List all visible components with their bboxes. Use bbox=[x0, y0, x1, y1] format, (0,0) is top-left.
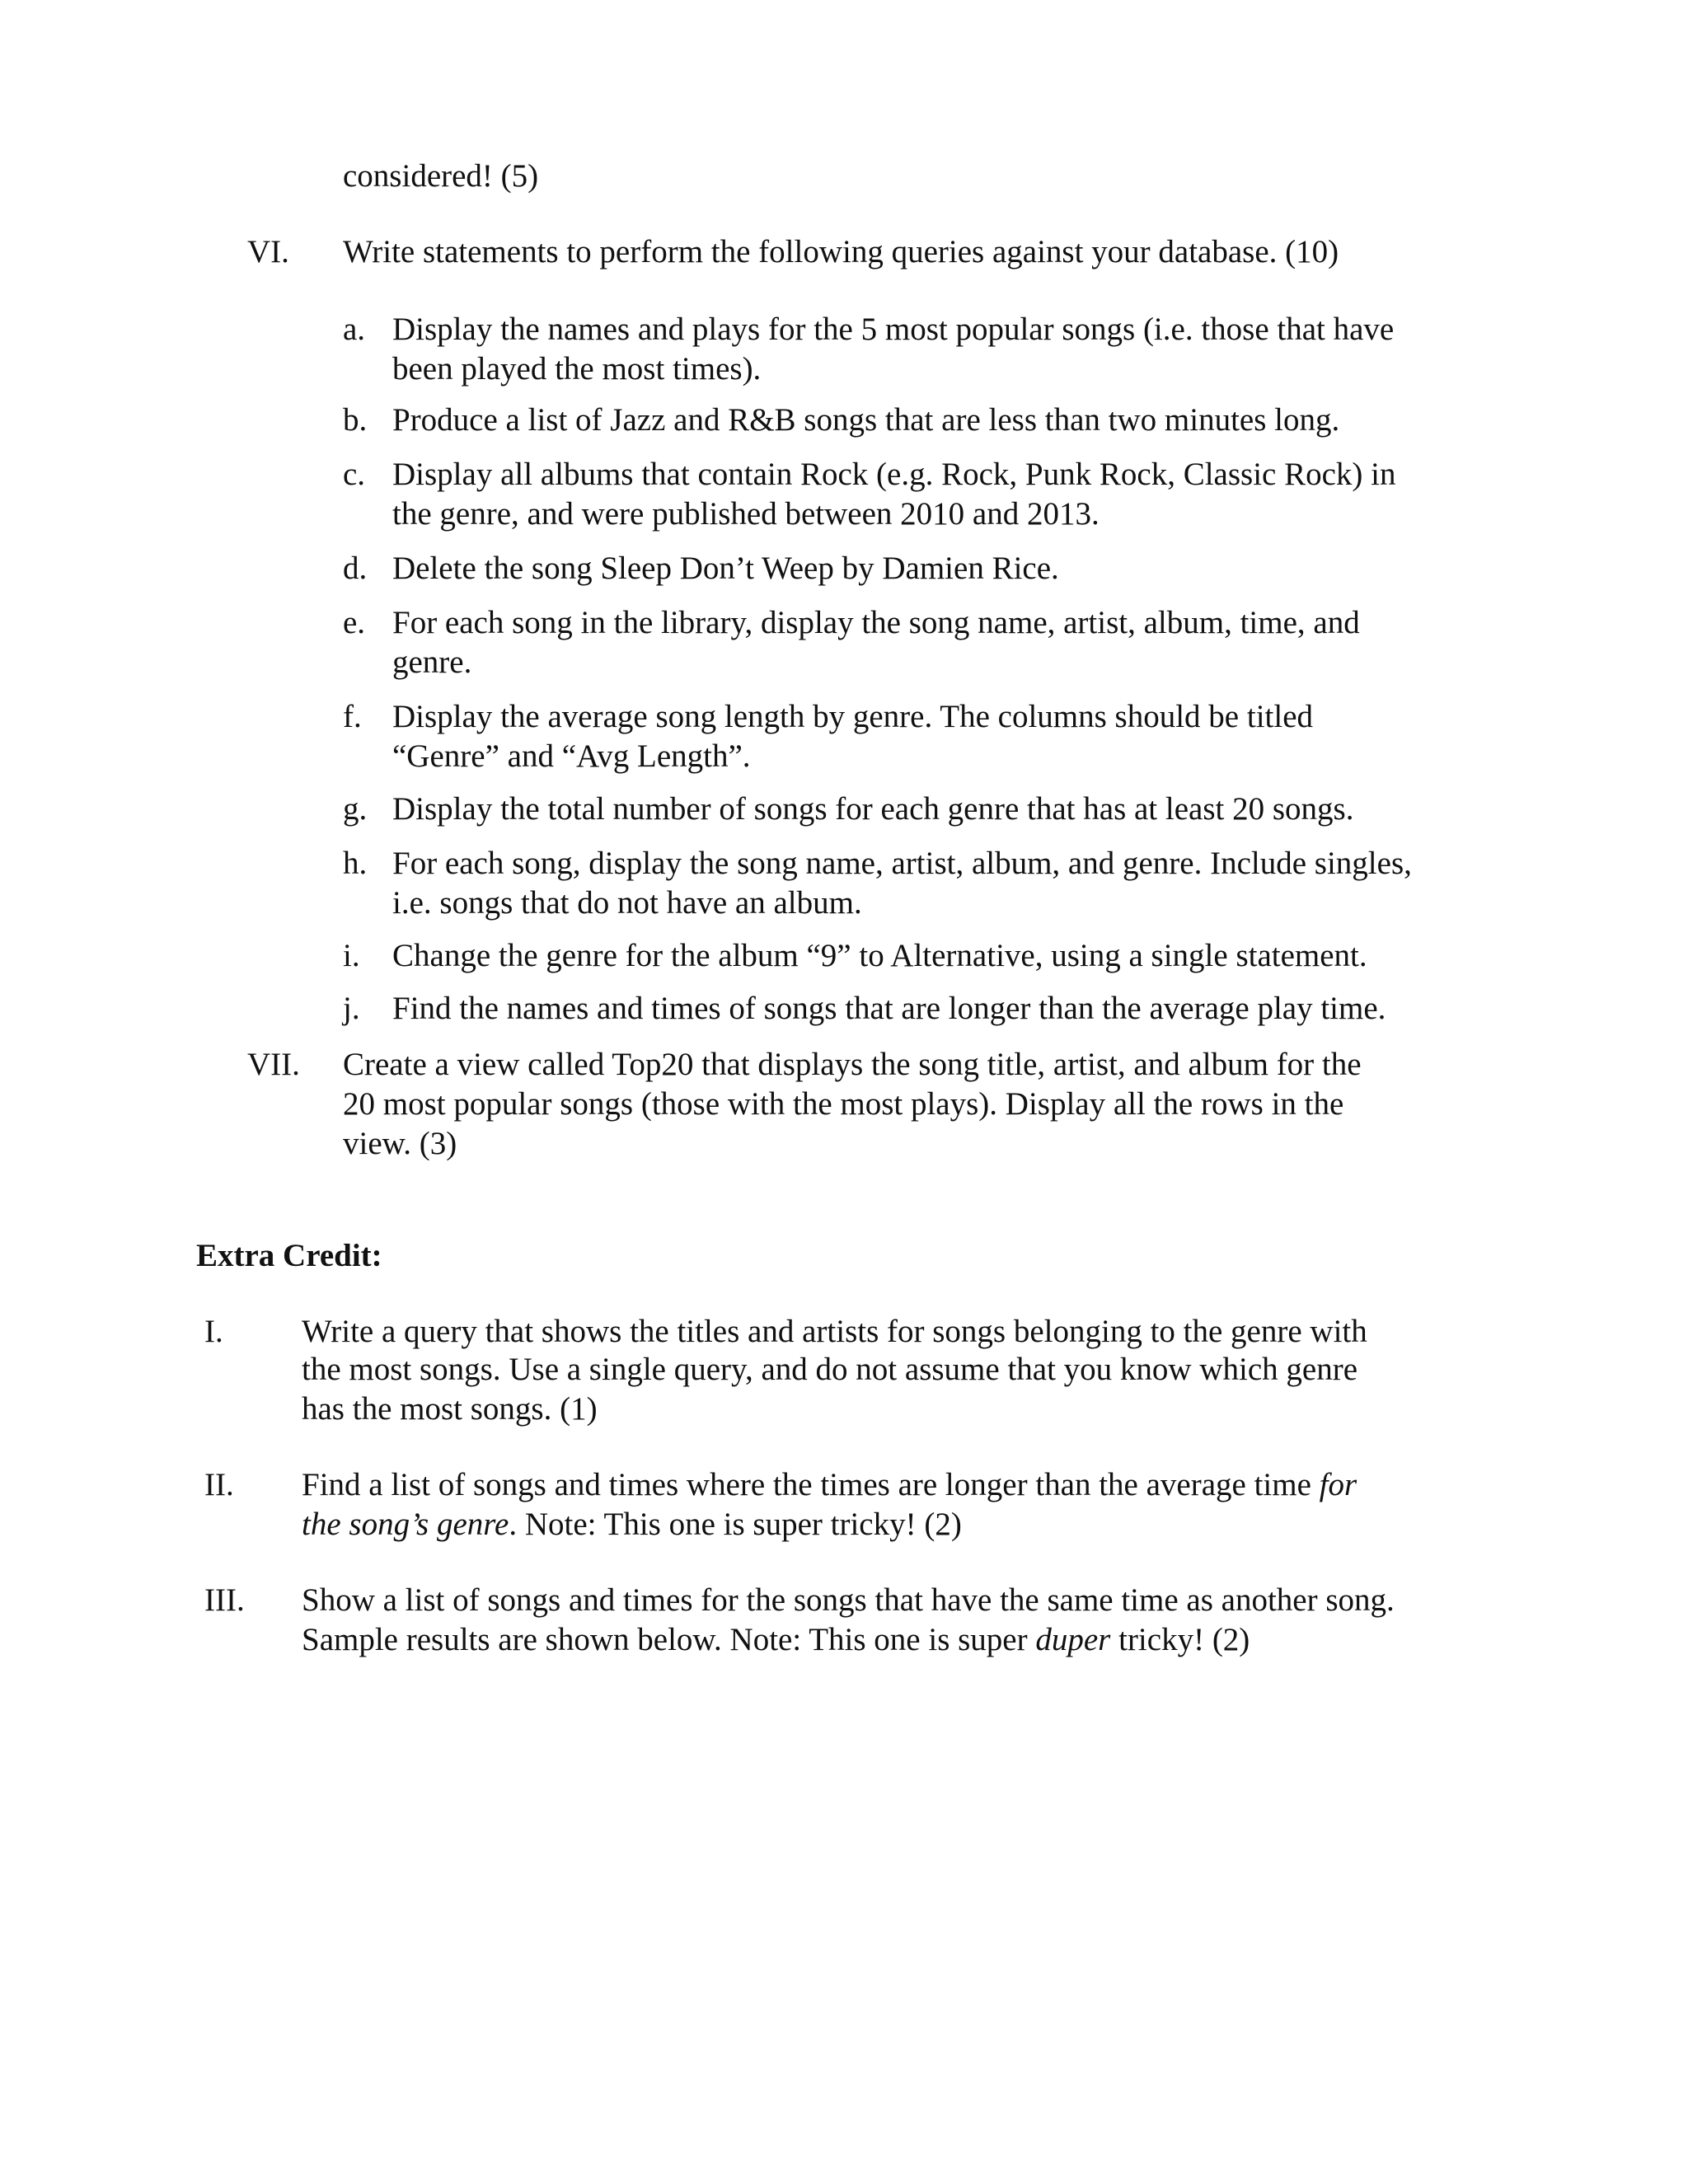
item-a-letter: a. bbox=[343, 312, 366, 347]
extra-credit-iii-line2-text: Sample results are shown below. Note: This one is super bbox=[302, 1622, 1036, 1657]
item-b-letter: b. bbox=[343, 402, 368, 438]
extra-credit-i-line2: the most songs. Use a single query, and do not assume that you know which genre bbox=[302, 1352, 1358, 1387]
item-f-letter: f. bbox=[343, 699, 362, 734]
section-vii-line2: 20 most popular songs (those with the most plays). Display all the rows in the bbox=[343, 1086, 1344, 1122]
item-f-line2: “Genre” and “Avg Length”. bbox=[392, 738, 751, 774]
item-c-line2: the genre, and were published between 2010 and 2013. bbox=[392, 496, 1100, 532]
item-g-line1: Display the total number of songs for each genre that has at least 20 songs. bbox=[392, 791, 1354, 827]
item-d-line1: Delete the song Sleep Don’t Weep by Damien Rice. bbox=[392, 551, 1059, 586]
item-h-line1: For each song, display the song name, artist, album, and genre. Include singles, bbox=[392, 846, 1412, 881]
item-e-letter: e. bbox=[343, 605, 366, 640]
item-c-line1: Display all albums that contain Rock (e.g. Rock, Punk Rock, Classic Rock) in bbox=[392, 457, 1396, 492]
section-vi-numeral: VI. bbox=[247, 234, 289, 269]
item-f-line1: Display the average song length by genre. The columns should be titled bbox=[392, 699, 1314, 734]
item-d-letter: d. bbox=[343, 551, 368, 586]
item-j-letter: j. bbox=[343, 991, 360, 1026]
item-i-line1: Change the genre for the album “9” to Alternative, using a single statement. bbox=[392, 938, 1367, 973]
extra-credit-ii-line1 bbox=[302, 1465, 1357, 1505]
extra-credit-iii-numeral: III. bbox=[204, 1582, 245, 1618]
item-e-line1: For each song in the library, display the song name, artist, album, time, and bbox=[392, 605, 1360, 640]
extra-credit-iii-line2-tail: tricky! (2) bbox=[1110, 1622, 1250, 1657]
item-g-letter: g. bbox=[343, 791, 368, 827]
section-vii-line3: view. (3) bbox=[343, 1126, 457, 1161]
extra-credit-i-line1: Write a query that shows the titles and artists for songs belonging to the genre with bbox=[302, 1314, 1367, 1349]
item-h-line2: i.e. songs that do not have an album. bbox=[392, 885, 862, 921]
extra-credit-i-numeral: I. bbox=[204, 1314, 223, 1349]
extra-credit-ii-line1-text: Find a list of songs and times where the times are longer than the average time bbox=[302, 1467, 1320, 1502]
extra-credit-ii-line2 bbox=[302, 1505, 962, 1544]
extra-credit-iii-line1: Show a list of songs and times for the songs that have the same time as another song. bbox=[302, 1582, 1395, 1618]
extra-credit-heading: Extra Credit: bbox=[196, 1238, 382, 1273]
extra-credit-ii-line1-emphasis: for bbox=[1319, 1467, 1357, 1502]
item-e-line2: genre. bbox=[392, 644, 472, 680]
section-vii-numeral: VII. bbox=[247, 1047, 300, 1082]
item-b-line1: Produce a list of Jazz and R&B songs that are less than two minutes long. bbox=[392, 402, 1340, 438]
item-a-line2: been played the most times). bbox=[392, 351, 762, 387]
item-a-line1: Display the names and plays for the 5 most popular songs (i.e. those that have bbox=[392, 312, 1395, 347]
section-vii-line1: Create a view called Top20 that displays the song title, artist, and album for the bbox=[343, 1047, 1362, 1082]
item-j-line1: Find the names and times of songs that are longer than the average play time. bbox=[392, 991, 1386, 1026]
extra-credit-ii-line2-text: . Note: This one is super tricky! (2) bbox=[509, 1507, 962, 1542]
item-c-letter: c. bbox=[343, 457, 366, 492]
extra-credit-ii-numeral: II. bbox=[204, 1467, 234, 1502]
extra-credit-ii-line2-emphasis: the song’s genre bbox=[302, 1507, 509, 1542]
item-i-letter: i. bbox=[343, 938, 360, 973]
item-h-letter: h. bbox=[343, 846, 368, 881]
continuation-text: considered! (5) bbox=[343, 158, 539, 194]
extra-credit-iii-line2-emphasis: duper bbox=[1035, 1622, 1111, 1657]
extra-credit-iii-line2 bbox=[302, 1620, 1250, 1660]
extra-credit-i-line3: has the most songs. (1) bbox=[302, 1391, 598, 1427]
section-vi-text: Write statements to perform the following queries against your database. (10) bbox=[343, 234, 1339, 269]
